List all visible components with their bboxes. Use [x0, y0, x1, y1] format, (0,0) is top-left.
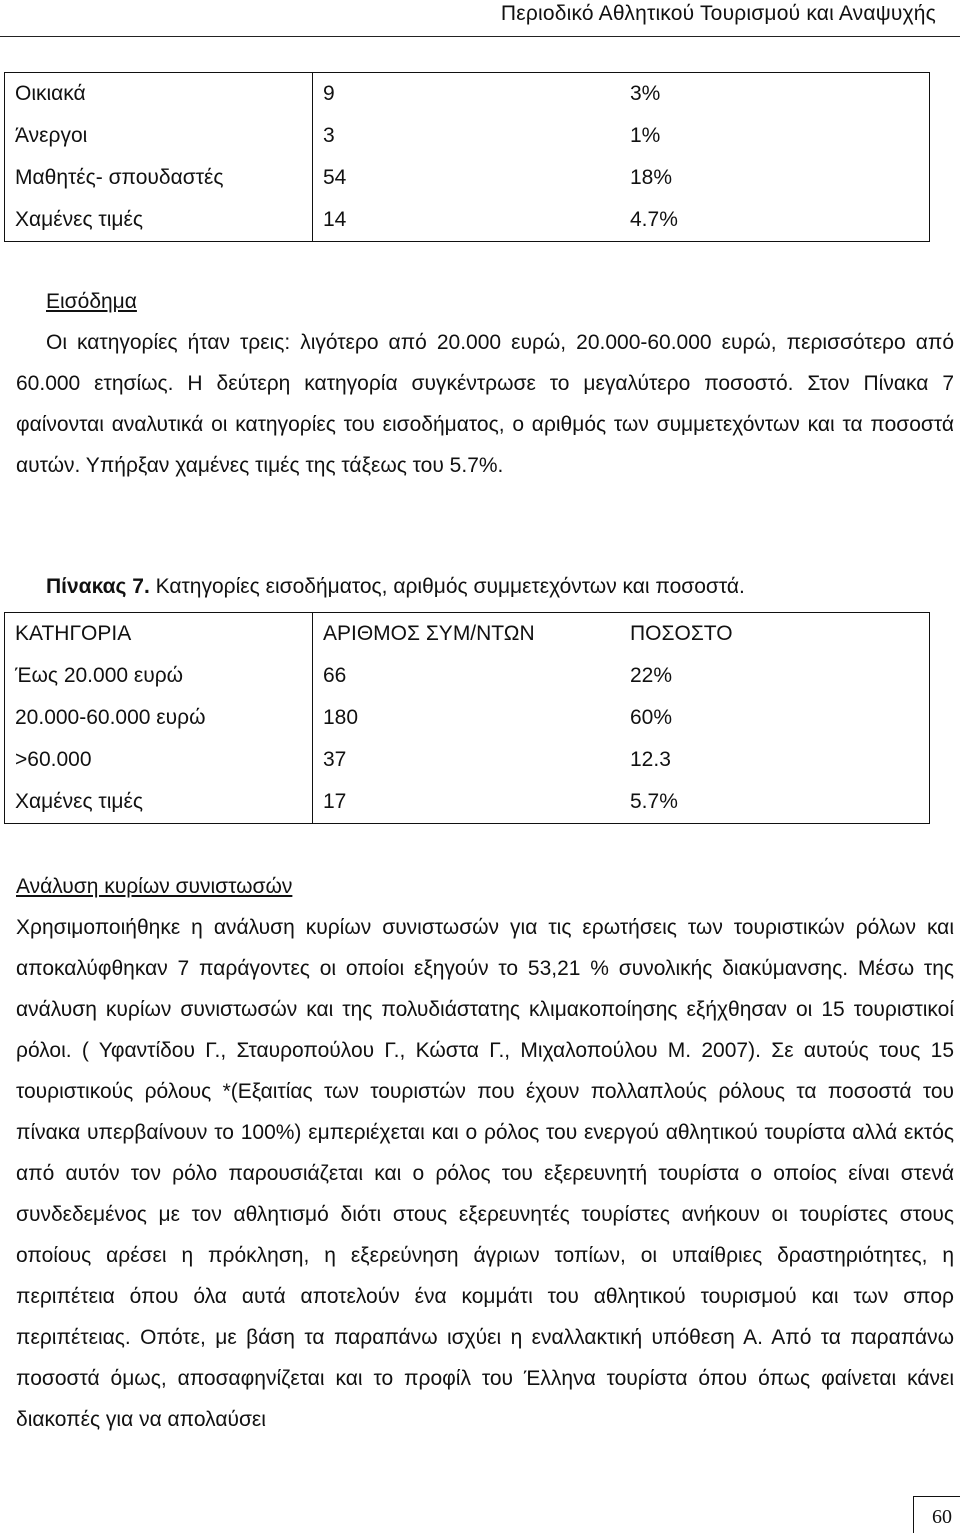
- table-row: [5, 157, 930, 199]
- table-cell: 22%: [620, 655, 930, 697]
- table-header-cell: ΠΟΣΟΣΤΟ: [620, 613, 930, 656]
- table-row: [5, 655, 930, 697]
- table-row: [5, 115, 930, 157]
- pca-paragraph: Χρησιμοποιήθηκε η ανάλυση κυρίων συνιστωσών για τις ερωτήσεις των τουριστικών ρόλων και αποκαλύφθηκαν 7 παράγοντες οι οποίοι εξηγούν το 53,21 % συνολικής διακύμανσης. Μέσω της ανάλυση κυρίων συνιστωσών και της πολυδιάστατης κλιμακοποίησης εξήχθησαν οι 15 τουριστικοί ρόλοι. ( Υφαντίδου Γ., Σταυροπούλου Γ., Κώστα Γ., Μιχαλοπούλου Μ. 2007). Σε αυτούς τους 15 τουριστικούς ρόλους *(Εξαιτίας των τουριστών που έχουν πολλαπλούς ρόλους τα ποσοστά του πίνακα υπερβαίνουν το 100%) εμπεριέχεται και ο ρόλος του ενεργού αθλητικού τουρίστα αλλά εκτός από αυτόν τον ρόλο παρουσιάζεται και ο ρόλος του εξερευνητή τουρίστα ο οποίος είναι στενά συνδεδεμένος με τον αθλητισμό διότι στους εξερευνητές τουρίστες ανήκουν οι τουρίστες στους οποίους αρέσει η πρόκληση, η εξερεύνηση άγριων τοπίων, οι υπαίθριες δραστηριότητες, η περιπέτεια όπου όλα αυτά αποτελούν ένα κομμάτι του αθλητικού τουρισμού και των σπορ περιπέτειας. Οπότε, με βάση τα παραπάνω ισχύει η εναλλακτική υπόθεση Α. Από τα παραπάνω ποσοστά όμως, αποσαφηνίζεται και το προφίλ του Έλληνα τουρίστα όπου όπως φαίνεται κάνει διακοπές για να απολαύσει: [16, 916, 954, 1431]
- running-header: Περιοδικό Αθλητικού Τουρισμού και Αναψυχής: [500, 2, 936, 25]
- table-header-row: [5, 613, 930, 656]
- table-cell: 1%: [620, 115, 930, 157]
- table-cell: 17: [313, 781, 621, 824]
- table-row: [5, 199, 930, 242]
- table-cell: >60.000: [5, 739, 313, 781]
- table7-caption-text: Κατηγορίες εισοδήματος, αριθμός συμμετεχόντων και ποσοστά.: [149, 575, 745, 598]
- table-row: [5, 697, 930, 739]
- table-cell: 66: [323, 664, 347, 687]
- pca-heading: Ανάλυση κυρίων συνιστωσών: [16, 875, 293, 898]
- table-cell: Χαμένες τιμές: [5, 199, 313, 242]
- table-cell: 20.000-60.000 ευρώ: [5, 697, 313, 739]
- table-cell: 37: [323, 748, 347, 771]
- table-header-cell: ΚΑΤΗΓΟΡΙΑ: [5, 613, 313, 656]
- table-cell: 14: [313, 199, 621, 242]
- table-cell: Άνεργοι: [5, 115, 313, 157]
- income-heading: Εισόδημα: [46, 290, 137, 313]
- table-cell: 3%: [620, 73, 930, 116]
- table7-caption-label: Πίνακας 7.: [46, 575, 150, 598]
- table-cell: Μαθητές- σπουδαστές: [5, 157, 313, 199]
- table-row: [5, 73, 930, 116]
- income-paragraph: Οι κατηγορίες ήταν τρεις: λιγότερο από 20.000 ευρώ, 20.000-60.000 ευρώ, περισσότερο από 60.000 ετησίως. Η δεύτερη κατηγορία συγκέντρωσε το μεγαλύτερο ποσοστό. Στον Πίνακα 7 φαίνονται αναλυτικά οι κατηγορίες του εισοδήματος, ο αριθμός των συμμετεχόντων και τα ποσοστά αυτών. Υπήρξαν χαμένες τιμές της τάξεως του 5.7%.: [16, 331, 954, 477]
- table-cell: 12.3: [620, 739, 930, 781]
- table7-caption: [46, 575, 745, 599]
- table-cell: 54: [323, 166, 347, 189]
- income-table: [4, 612, 930, 824]
- table-cell: 9: [313, 73, 621, 116]
- table-header-cell: ΑΡΙΘΜΟΣ ΣΥΜ/ΝΤΩΝ: [313, 613, 621, 656]
- table-cell: 5.7%: [620, 781, 930, 824]
- page-number: 60: [932, 1506, 952, 1528]
- table-cell: Έως 20.000 ευρώ: [5, 655, 313, 697]
- table-cell: 18%: [620, 157, 930, 199]
- occupation-table: [4, 72, 930, 242]
- table-cell: 4.7%: [620, 199, 930, 242]
- table-cell: Χαμένες τιμές: [5, 781, 313, 824]
- table-cell: 60%: [620, 697, 930, 739]
- table-row: [5, 781, 930, 824]
- table-row: [5, 739, 930, 781]
- table-cell: 180: [323, 706, 359, 729]
- header-rule: [0, 36, 960, 37]
- table-cell: Οικιακά: [5, 73, 313, 116]
- table-cell: 3: [323, 124, 335, 147]
